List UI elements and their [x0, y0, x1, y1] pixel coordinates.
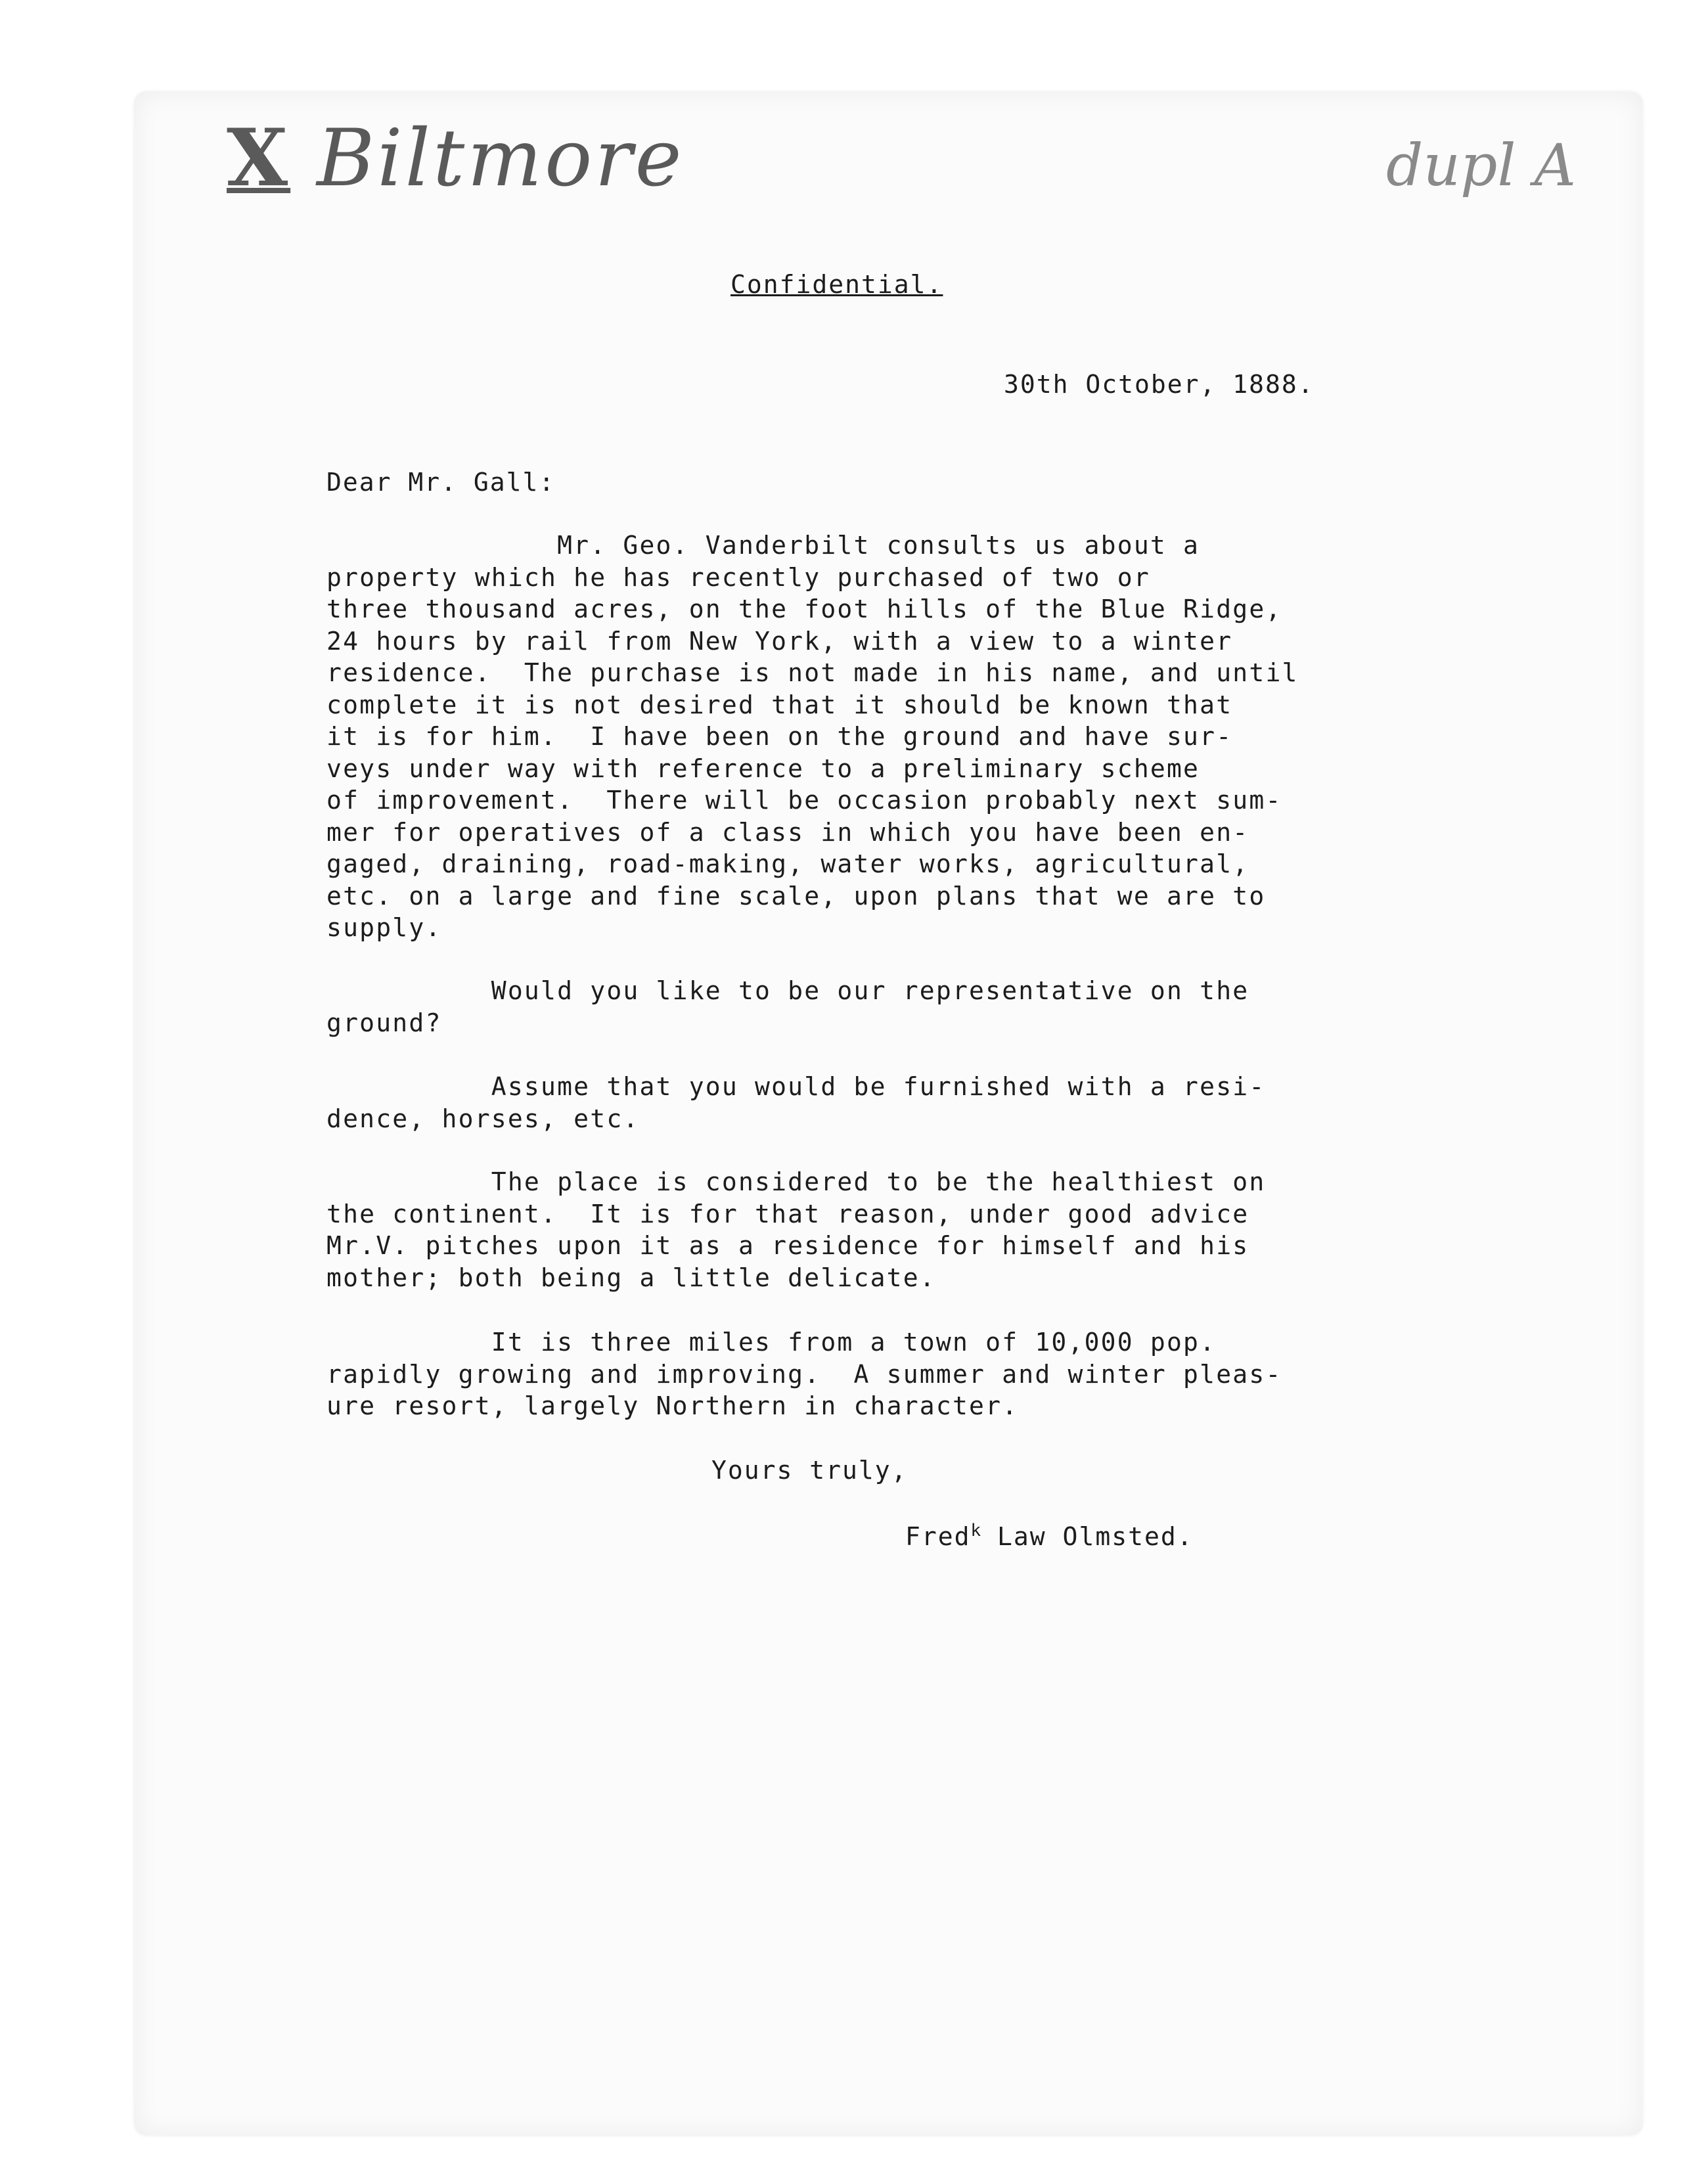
- paragraph-line: property which he has recently purchased of two or: [326, 562, 1150, 592]
- signature-superscript: k: [970, 1521, 981, 1541]
- paragraph-line: veys under way with reference to a preliminary scheme: [326, 754, 1200, 783]
- handwritten-file-annotation: [227, 112, 685, 204]
- paragraph-line: etc. on a large and fine scale, upon plans that we are to: [326, 881, 1266, 911]
- handwritten-file-label: Biltmore: [317, 113, 685, 204]
- body-paragraph-5: [326, 1326, 1282, 1422]
- body-paragraph-4: [326, 1166, 1265, 1294]
- paragraph-line: dence, horses, etc.: [326, 1104, 640, 1133]
- paragraph-line: three thousand acres, on the foot hills of the Blue Ridge,: [326, 595, 1282, 623]
- paragraph-line: of improvement. There will be occasion probably next sum-: [326, 786, 1282, 815]
- paragraph-line: Assume that you would be furnished with a resi-: [326, 1072, 1266, 1101]
- paragraph-line: The place is considered to be the healthiest on: [326, 1167, 1266, 1196]
- handwritten-duplicate-note: dupl A: [1386, 131, 1577, 199]
- letter-heading: Confidential.: [730, 270, 943, 299]
- signature-first: Fred: [905, 1522, 971, 1551]
- paragraph-line: mer for operatives of a class in which you have been en-: [326, 817, 1249, 847]
- paragraph-line: it is for him. I have been on the ground and have sur-: [326, 722, 1233, 751]
- paragraph-line: Would you like to be our representative on the: [326, 976, 1249, 1005]
- paragraph-line: It is three miles from a town of 10,000 pop.: [326, 1328, 1217, 1357]
- paragraph-line: the continent. It is for that reason, under good advice: [326, 1199, 1249, 1228]
- paragraph-line: ure resort, largely Northern in character.: [326, 1391, 1019, 1420]
- paragraph-line: rapidly growing and improving. A summer and winter pleas-: [326, 1359, 1282, 1389]
- body-paragraph-2: [326, 975, 1249, 1039]
- body-paragraph-3: [326, 1071, 1265, 1135]
- paragraph-line: mother; both being a little delicate.: [326, 1263, 936, 1292]
- letter-date: 30th October, 1888.: [1004, 370, 1315, 399]
- handwritten-numeral: X: [227, 112, 291, 204]
- paragraph-line: residence. The purchase is not made in his name, and until: [326, 658, 1299, 687]
- paragraph-line: Mr. Geo. Vanderbilt consults us about a: [326, 531, 1200, 560]
- paragraph-line: ground?: [326, 1008, 442, 1037]
- letter-closing: Yours truly,: [711, 1456, 908, 1485]
- paragraph-line: gaged, draining, road-making, water works, agricultural,: [326, 849, 1249, 878]
- paragraph-line: Mr.V. pitches upon it as a residence for himself and his: [326, 1231, 1249, 1260]
- signature-rest: Law Olmsted.: [981, 1522, 1194, 1551]
- paragraph-line: supply.: [326, 913, 442, 942]
- body-paragraph-1: [326, 529, 1299, 944]
- paragraph-line: 24 hours by rail from New York, with a view to a winter: [326, 626, 1233, 656]
- letter-salutation: Dear Mr. Gall:: [326, 468, 556, 497]
- paragraph-line: complete it is not desired that it should be known that: [326, 690, 1233, 719]
- letter-signature: [905, 1521, 1194, 1551]
